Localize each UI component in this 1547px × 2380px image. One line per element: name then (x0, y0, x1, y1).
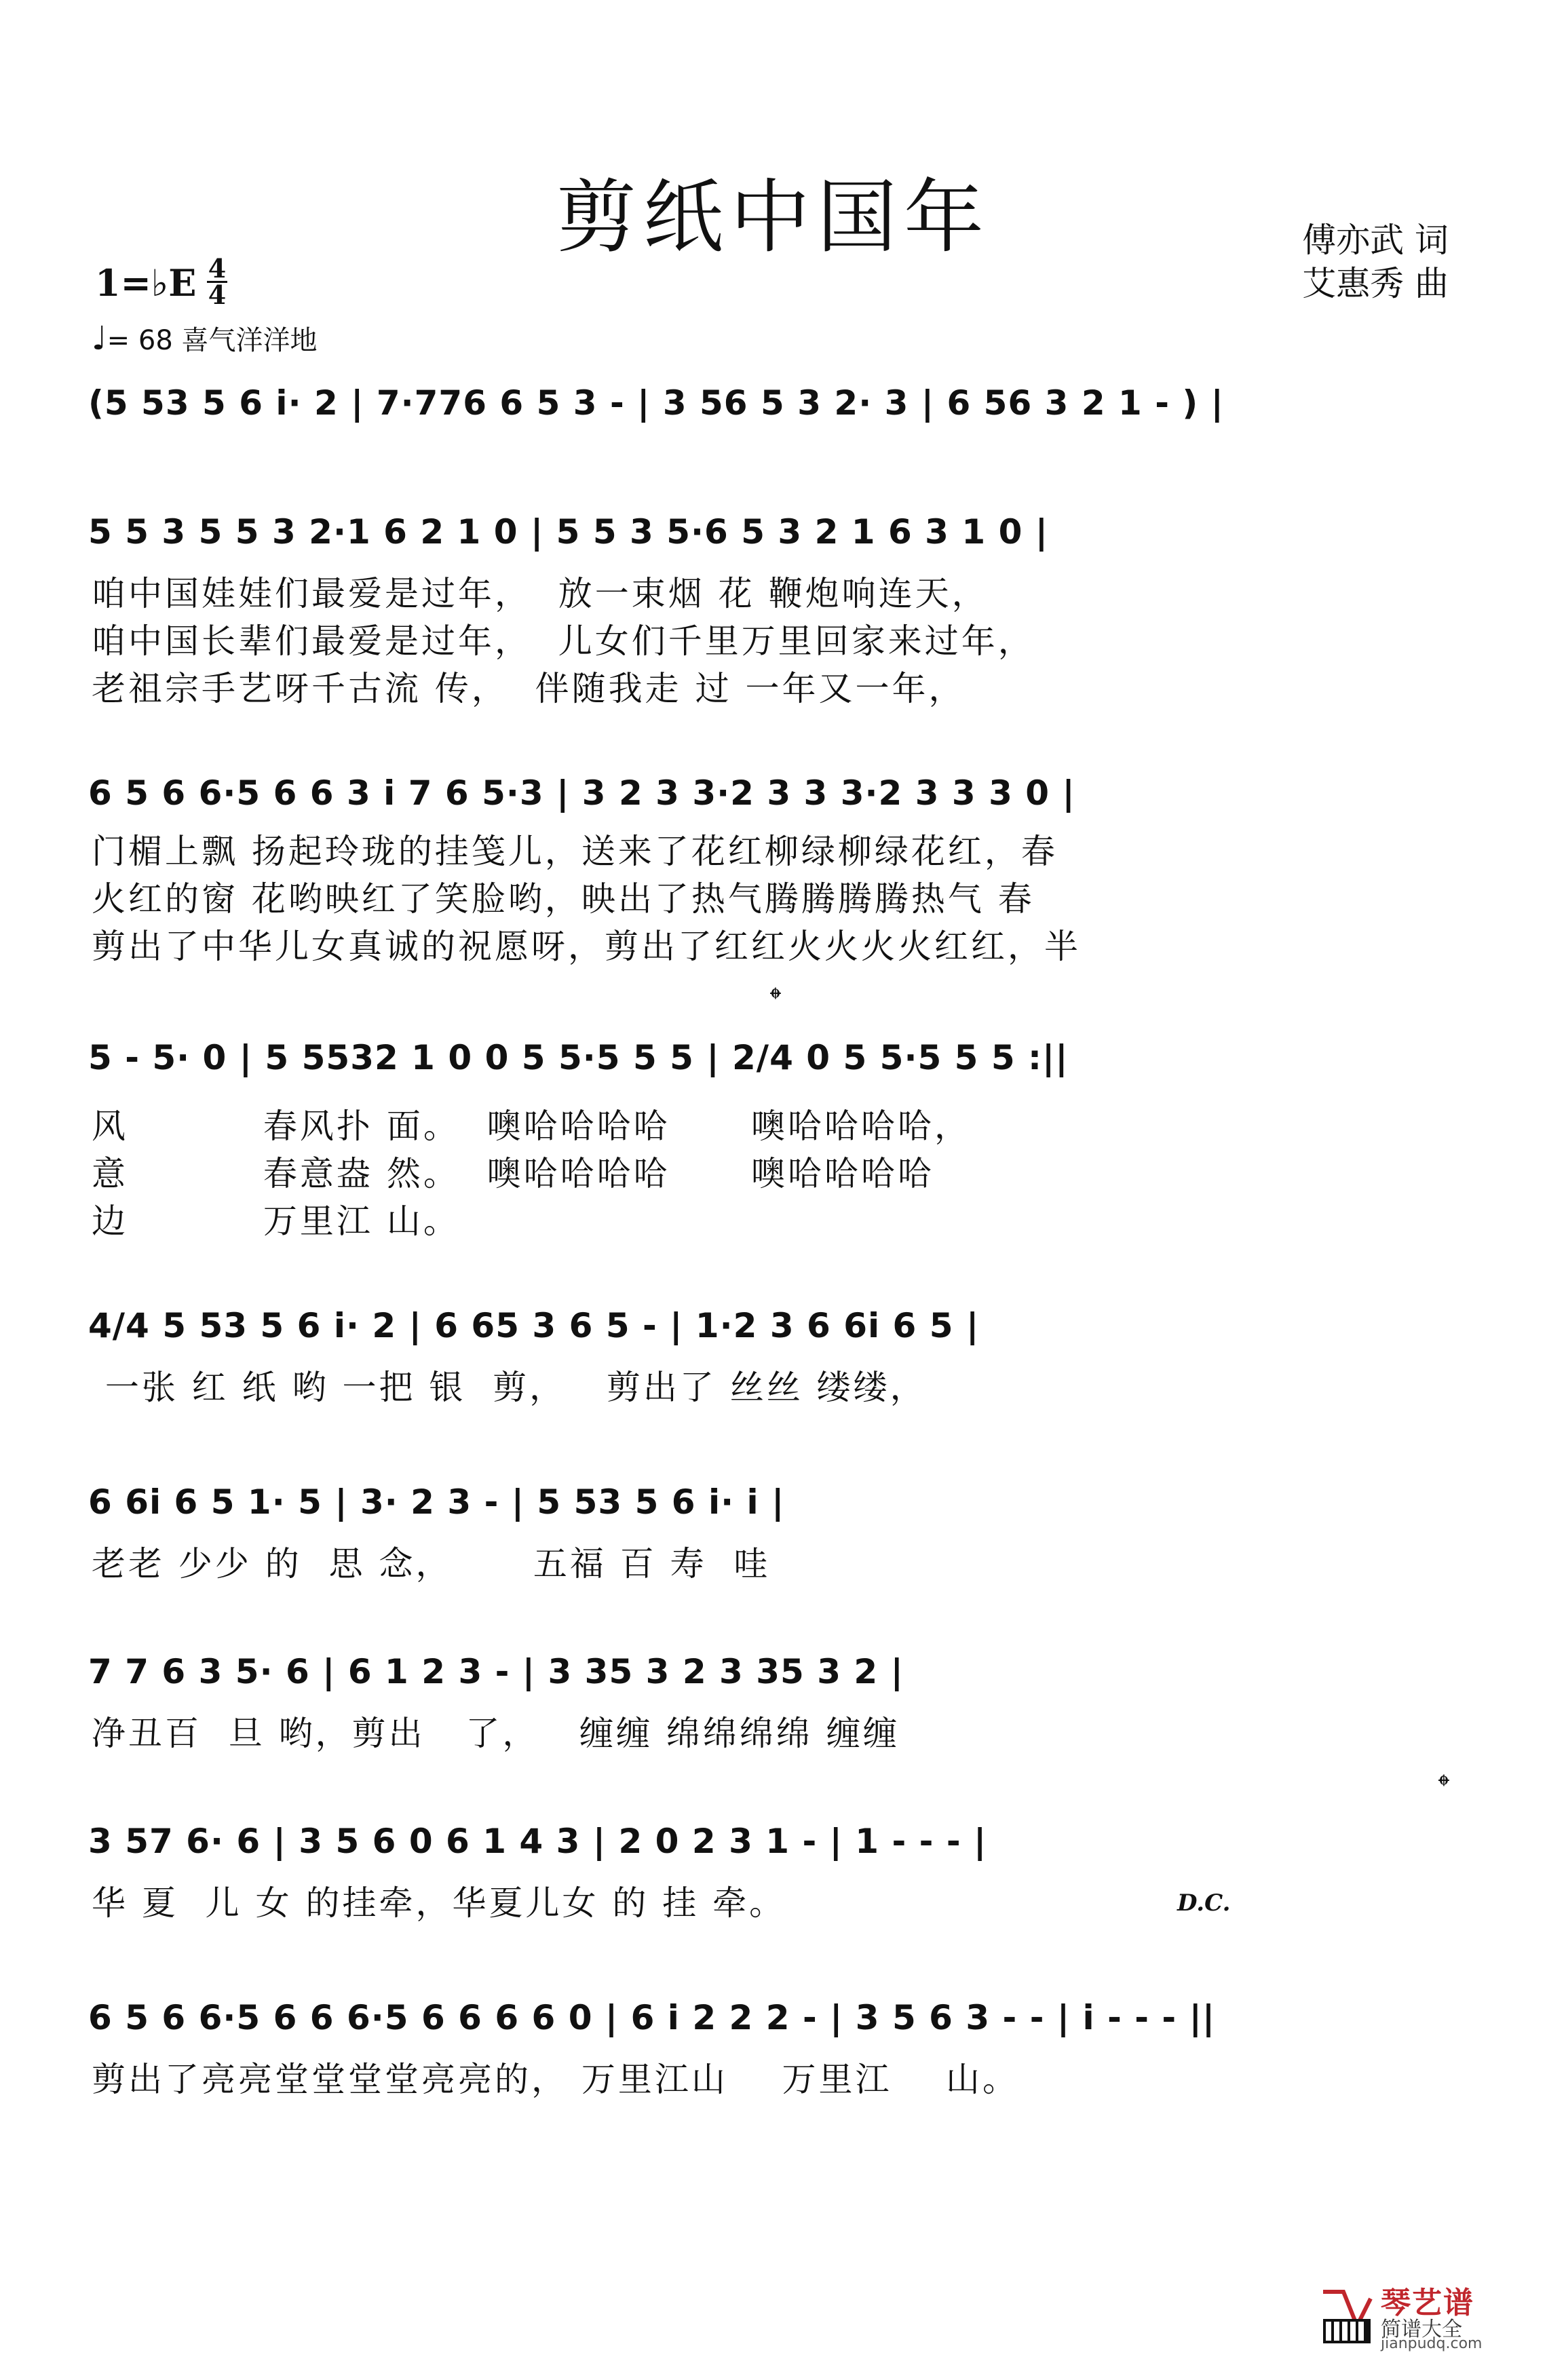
coda-sign-icon: 𝄌 (770, 980, 781, 1017)
watermark-logo (1316, 2278, 1520, 2353)
logo-site: jianpudq.com (1381, 2335, 1483, 2352)
lyric-row-2-verse-1: 门楣上飘 扬起玲珑的挂笺儿，送来了花红柳绿柳绿花红，春 (92, 832, 1058, 871)
lyric-row-4-verse-1: 一张 红 纸 哟 一把 银 剪， 剪出了 丝丝 缕缕， (92, 1368, 927, 1407)
time-sig-top: 4 (208, 253, 227, 284)
time-signature (207, 253, 227, 310)
lyric-row-6-verse-1: 净丑百 旦 哟，剪出 了， 缠缠 绵绵绵绵 缠缠 (92, 1714, 900, 1753)
notation-row-4: 4/4 5 53 5 6 i· 2 | 6 65 3 6 5 - | 1·2 3 6 6i 6 5 | (88, 1306, 980, 1345)
notation-row-5: 6 6i 6 5 1· 5 | 3· 2 3 - | 5 53 5 6 i· i | (88, 1482, 785, 1522)
dc-marking: D.C. (1177, 1889, 1231, 1917)
composer: 艾惠秀 曲 (1302, 264, 1449, 303)
page-title: 剪纸中国年 (556, 170, 991, 264)
notation-row-6: 7 7 6 3 5· 6 | 6 1 2 3 - | 3 35 3 2 3 35 3 2 | (88, 1652, 904, 1691)
notation-row-8: 6 5 6 6·5 6 6 6·5 6 6 6 6 0 | 6 i 2 2 2 - | 3 5 6 3 - - | i - - - || (88, 1998, 1216, 2037)
lyric-row-1-verse-1: 咱中国娃娃们最爱是过年， 放一束烟 花 鞭炮响连天， (92, 574, 989, 613)
logo-subtitle: 简谱大全 (1381, 2318, 1462, 2341)
lyricist: 傅亦武 词 (1302, 220, 1449, 260)
notation-row-3: 5 - 5· 0 | 5 5532 1 0 0 5 5·5 5 5 | 2/4 0 5 5·5 5 5 :|| (88, 1038, 1069, 1077)
tempo-text: 喜气洋洋地 (181, 325, 318, 356)
piano-icon (1316, 2278, 1377, 2346)
notation-row-0: (5 53 5 6 i· 2 | 7·776 6 5 3 - | 3 56 5 3 2· 3 | 6 56 3 2 1 - ) | (88, 383, 1224, 423)
time-sig-bottom: 4 (208, 280, 227, 310)
lyric-row-3-verse-2: 意 春意盎 然。 噢哈哈哈哈 噢哈哈哈哈 (92, 1154, 934, 1193)
tempo-value: = 68 (107, 325, 173, 356)
logo-brand: 琴艺谱 (1381, 2286, 1474, 2320)
lyric-row-2-verse-3: 剪出了中华儿女真诚的祝愿呀，剪出了红红火火火火红红，半 (92, 927, 1081, 966)
lyric-row-5-verse-1: 老老 少少 的 思 念， 五福 百 寿 哇 (92, 1544, 771, 1584)
lyric-row-1-verse-3: 老祖宗手艺呀千古流 传， 伴随我走 过 一年又一年， (92, 669, 966, 708)
tempo-marking (92, 319, 318, 358)
notation-row-7: 3 57 6· 6 | 3 5 6 0 6 1 4 3 | 2 0 2 3 1 - | 1 - - - | (88, 1822, 987, 1861)
lyric-row-3-verse-3: 边 万里江 山。 (92, 1202, 460, 1241)
lyric-row-2-verse-2: 火红的窗 花哟映红了笑脸哟，映出了热气腾腾腾腾热气 春 (92, 879, 1035, 919)
lyric-row-7-verse-1: 华 夏 儿 女 的挂牵，华夏儿女 的 挂 牵。 (92, 1883, 786, 1923)
credits (1302, 218, 1449, 305)
lyric-row-3-verse-1: 风 春风扑 面。 噢哈哈哈哈 噢哈哈哈哈， (92, 1107, 971, 1146)
notation-row-2: 6 5 6 6·5 6 6 3 i 7 6 5·3 | 3 2 3 3·2 3 3 3·2 3 3 3 0 | (88, 773, 1075, 813)
lyric-row-8-verse-1: 剪出了亮亮堂堂堂堂亮亮的， 万里江山 万里江 山。 (92, 2060, 1020, 2099)
notation-row-1: 5 5 3 5 5 3 2·1 6 2 1 0 | 5 5 3 5·6 5 3 2 1 6 3 1 0 | (88, 512, 1049, 552)
coda-sign-icon: 𝄌 (1438, 1767, 1449, 1804)
lyric-row-1-verse-2: 咱中国长辈们最爱是过年， 儿女们千里万里回家来过年， (92, 621, 1035, 661)
quarter-note-icon: ♩ (92, 320, 107, 358)
key-signature: 1=♭E (95, 261, 197, 305)
